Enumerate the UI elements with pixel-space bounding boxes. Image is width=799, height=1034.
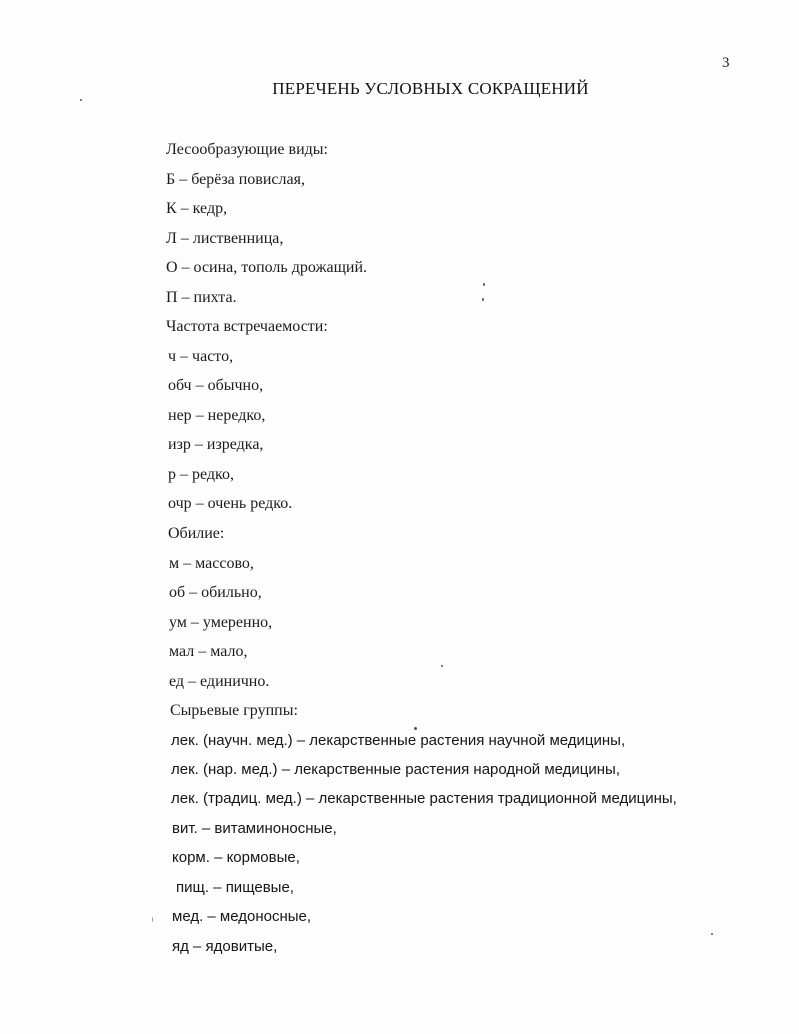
page-title: ПЕРЕЧЕНЬ УСЛОВНЫХ СОКРАЩЕНИЙ: [272, 79, 589, 98]
list-item: П – пихта.: [166, 289, 237, 306]
scan-speck: [483, 283, 485, 286]
list-item: изр – изредка,: [168, 436, 264, 453]
section-heading-species: Лесообразующие виды:: [166, 141, 328, 158]
list-item: яд – ядовитые,: [172, 938, 278, 955]
list-item: ед – единично.: [169, 673, 270, 690]
list-item: лек. (традиц. мед.) – лекарственные растения традиционной медицины,: [171, 790, 677, 807]
list-item: пищ. – пищевые,: [176, 879, 294, 896]
section-heading-abundance: Обилие:: [168, 525, 225, 542]
list-item: очр – очень редко.: [168, 495, 293, 512]
list-item: м – массово,: [169, 555, 254, 572]
list-item: нер – нередко,: [168, 407, 266, 424]
scan-speck: [414, 727, 417, 730]
section-heading-raw-groups: Сырьевые группы:: [170, 702, 298, 719]
list-item: ум – умеренно,: [169, 614, 273, 631]
list-item: Л – лиственница,: [166, 230, 284, 247]
list-item: обч – обычно,: [168, 377, 264, 394]
scan-speck: [152, 917, 153, 922]
scan-speck: [482, 298, 484, 301]
list-item: мал – мало,: [169, 643, 248, 660]
list-item: вит. – витаминоносные,: [172, 820, 337, 837]
scan-speck: [441, 665, 443, 667]
page-number: 3: [722, 55, 730, 71]
section-heading-frequency: Частота встречаемости:: [166, 318, 328, 335]
list-item: корм. – кормовые,: [172, 849, 300, 866]
list-item: Б – берёза повислая,: [166, 171, 305, 188]
list-item: О – осина, тополь дрожащий.: [166, 259, 368, 276]
scan-speck: [80, 99, 82, 101]
list-item: лек. (научн. мед.) – лекарственные растения научной медицины,: [171, 732, 626, 749]
scan-speck: [711, 933, 713, 935]
list-item: ч – часто,: [168, 348, 234, 365]
list-item: об – обильно,: [169, 584, 262, 601]
list-item: К – кедр,: [166, 200, 228, 217]
list-item: р – редко,: [168, 466, 234, 483]
list-item: лек. (нар. мед.) – лекарственные растения народной медицины,: [171, 761, 620, 778]
list-item: мед. – медоносные,: [172, 908, 312, 925]
